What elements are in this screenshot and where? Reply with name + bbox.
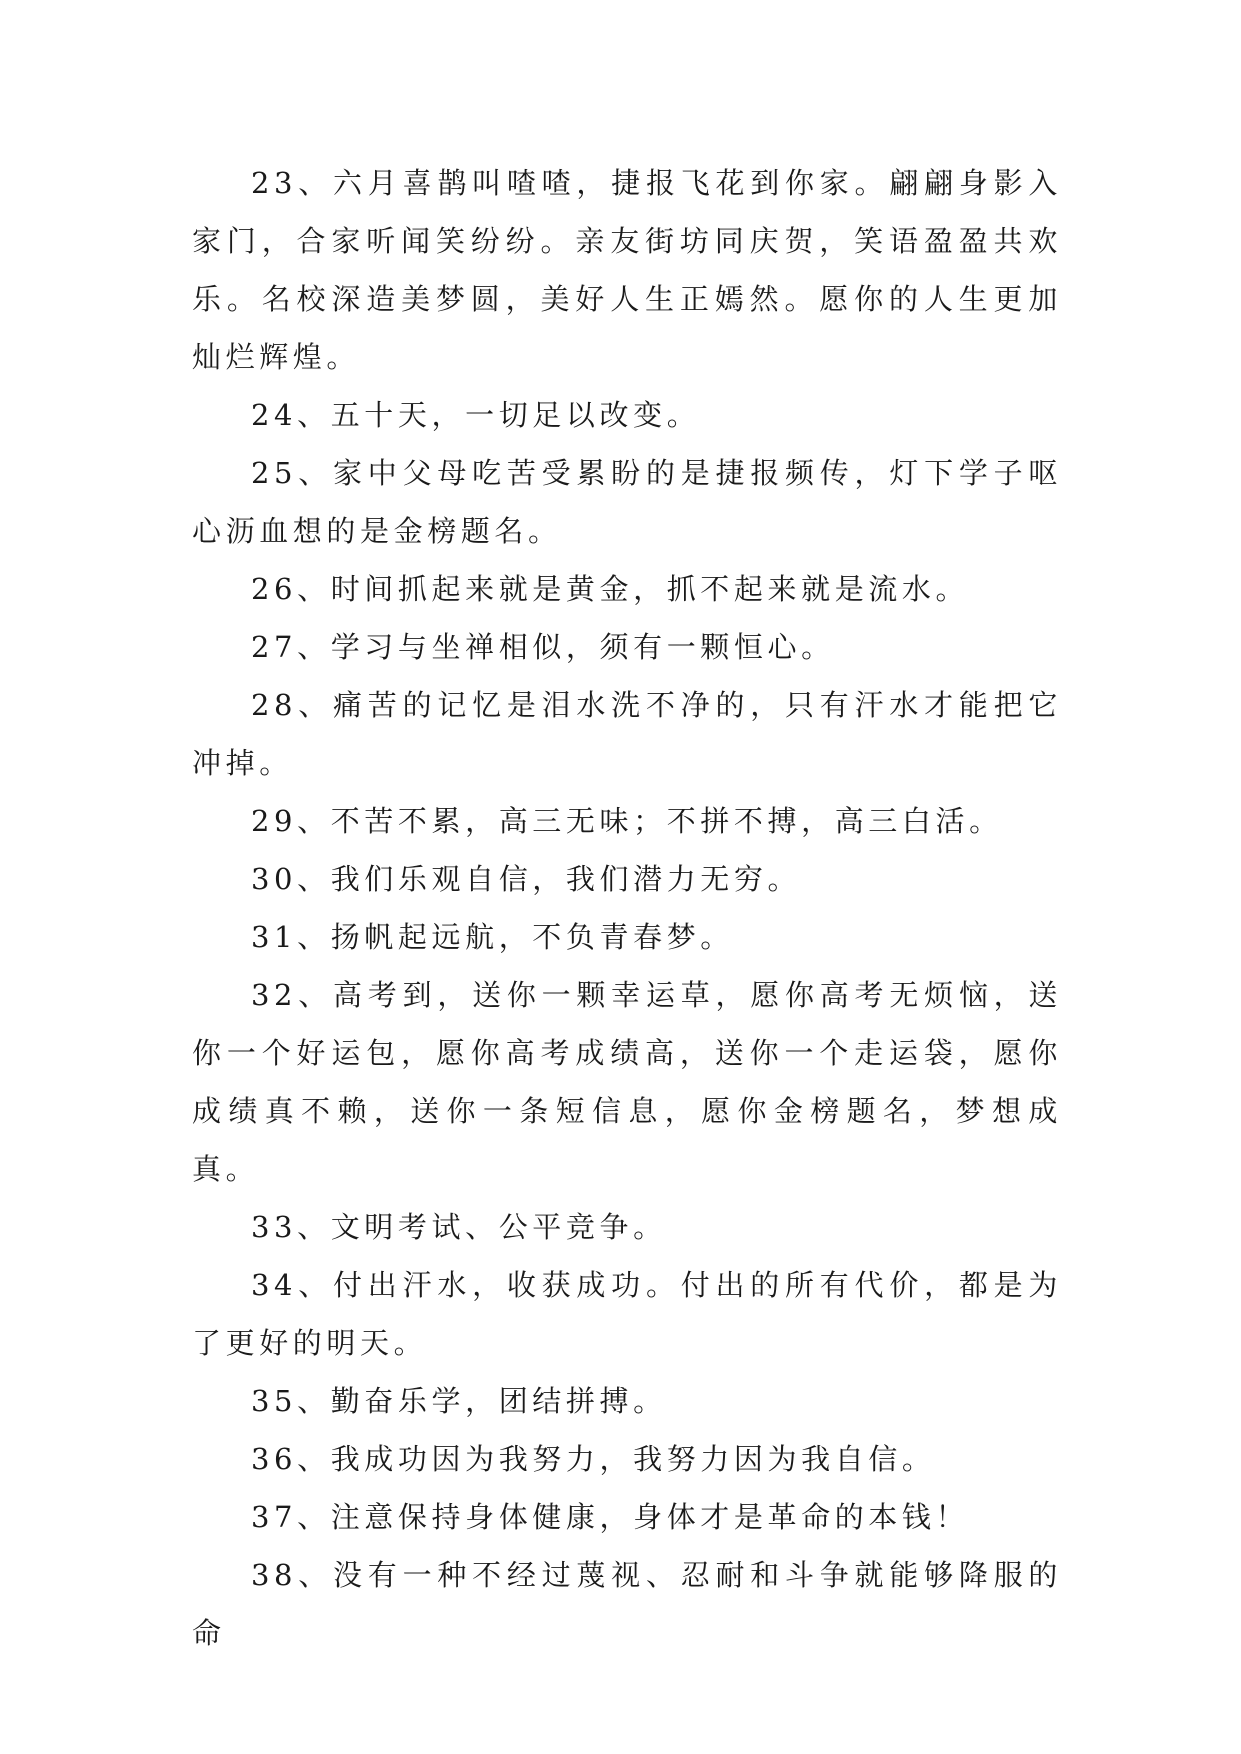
paragraph-25: 25、家中父母吃苦受累盼的是捷报频传，灯下学子呕心沥血想的是金榜题名。: [192, 456, 1062, 548]
paragraph-35: 35、勤奋乐学，团结拼搏。: [251, 1384, 667, 1418]
paragraph-24: 24、五十天，一切足以改变。: [251, 398, 701, 432]
paragraph-38: 38、没有一种不经过蔑视、忍耐和斗争就能够降服的命: [192, 1558, 1062, 1650]
paragraph-31: 31、扬帆起远航，不负青春梦。: [251, 920, 734, 954]
paragraph-29: 29、不苦不累，高三无味；不拼不搏，高三白活。: [251, 804, 1003, 838]
paragraph-30: 30、我们乐观自信，我们潜力无穷。: [251, 862, 802, 896]
paragraph-26: 26、时间抓起来就是黄金，抓不起来就是流水。: [251, 572, 970, 606]
document-body: [192, 154, 1062, 1662]
paragraph-37: 37、注意保持身体健康，身体才是革命的本钱！: [251, 1500, 970, 1534]
paragraph-23: 23、六月喜鹊叫喳喳，捷报飞花到你家。翩翩身影入家门，合家听闻笑纷纷。亲友街坊同庆贺，笑语盈盈共欢乐。名校深造美梦圆，美好人生正嫣然。愿你的人生更加灿烂辉煌。: [192, 166, 1062, 374]
paragraph-33: 33、文明考试、公平竞争。: [251, 1210, 667, 1244]
paragraph-27: 27、学习与坐禅相似，须有一颗恒心。: [251, 630, 835, 664]
paragraph-28: 28、痛苦的记忆是泪水洗不净的，只有汗水才能把它冲掉。: [192, 688, 1062, 780]
paragraph-34: 34、付出汗水，收获成功。付出的所有代价，都是为了更好的明天。: [192, 1268, 1062, 1360]
paragraph-36: 36、我成功因为我努力，我努力因为我自信。: [251, 1442, 936, 1476]
paragraph-32: 32、高考到，送你一颗幸运草，愿你高考无烦恼，送你一个好运包，愿你高考成绩高，送你一个走运袋，愿你成绩真不赖，送你一条短信息，愿你金榜题名，梦想成真。: [192, 978, 1062, 1186]
